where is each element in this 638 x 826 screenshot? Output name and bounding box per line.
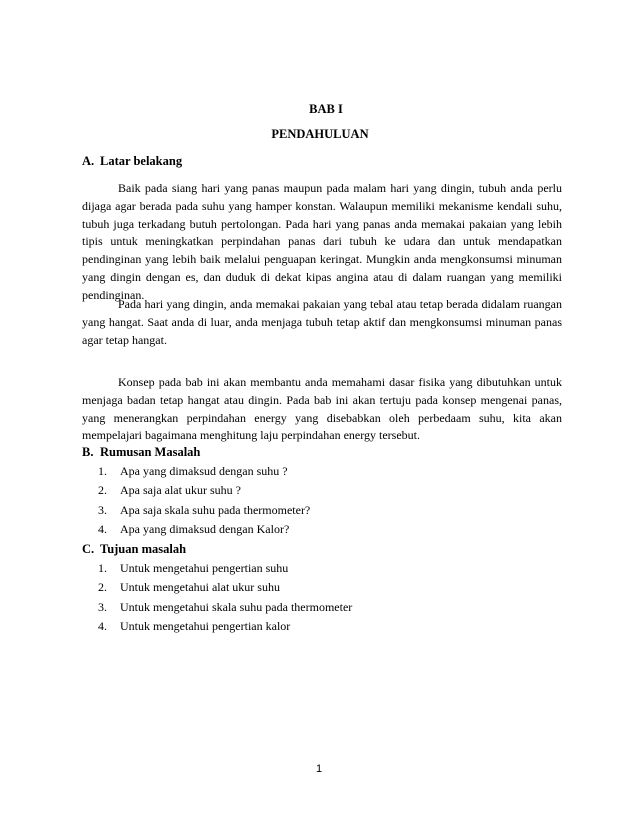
list-number: 4. — [98, 522, 107, 537]
list-item — [98, 598, 352, 617]
chapter-label: BAB I — [309, 102, 343, 116]
section-letter: C. — [82, 542, 95, 556]
list-item — [98, 501, 310, 520]
list-item — [98, 520, 310, 539]
list-number: 3. — [98, 502, 107, 517]
section-title: Tujuan masalah — [100, 542, 187, 556]
list-number: 2. — [98, 580, 107, 595]
paragraph-3: Konsep pada bab ini akan membantu anda memahami dasar fisika yang dibutuhkan untuk menjaga badan tetap hangat atau dingin. Pada bab ini akan tertuju pada konsep mengenai panas, yang menerangkan perpindahan energy yang disebabkan oleh perbedaam suhu, kita akan mempelajari bagaimana menghitung laju perpindahan energy tersebut. — [82, 375, 562, 443]
tujuan-masalah-list — [98, 559, 352, 637]
list-text: Untuk mengetahui pengertian kalor — [120, 619, 291, 634]
list-text: Untuk mengetahui skala suhu pada thermometer — [120, 599, 353, 614]
list-number: 1. — [98, 561, 107, 575]
rumusan-masalah-list — [98, 462, 310, 540]
section-heading-tujuan-masalah — [82, 542, 186, 557]
list-item — [98, 462, 310, 481]
list-number: 3. — [98, 599, 107, 614]
list-text: Apa yang dimaksud dengan Kalor? — [120, 522, 290, 537]
list-text: Apa yang dimaksud dengan suhu ? — [120, 464, 288, 478]
list-text: Untuk mengetahui alat ukur suhu — [120, 580, 280, 595]
list-item — [98, 559, 352, 578]
section-heading-rumusan-masalah — [82, 445, 200, 460]
page-number: 1 — [315, 763, 323, 775]
list-number: 4. — [98, 619, 107, 634]
section-title: Rumusan Masalah — [100, 445, 201, 459]
list-number: 1. — [98, 464, 107, 478]
list-text: Apa saja alat ukur suhu ? — [120, 483, 241, 498]
section-title: Latar belakang — [100, 154, 183, 168]
list-text: Apa saja skala suhu pada thermometer? — [120, 502, 311, 517]
list-item — [98, 617, 352, 636]
section-heading-latar-belakang — [82, 154, 182, 169]
list-text: Untuk mengetahui pengertian suhu — [120, 561, 289, 575]
list-number: 2. — [98, 483, 107, 498]
list-item — [98, 578, 352, 597]
chapter-title: PENDAHULUAN — [271, 127, 369, 141]
list-item — [98, 481, 310, 500]
section-letter: B. — [82, 445, 94, 459]
paragraph-2: Pada hari yang dingin, anda memakai pakaian yang tebal atau tetap berada didalam ruangan yang hangat. Saat anda di luar, anda menjaga tubuh tetap aktif dan mengkonsumsi minuman panas agar tetap hangat. — [82, 297, 562, 347]
paragraph-1: Baik pada siang hari yang panas maupun pada malam hari yang dingin, tubuh anda perlu dijaga agar berada pada suhu yang hamper konstan. Walaupun memiliki mekanisme kendali suhu, tubuh juga terkadang butuh pertolongan. Pada hari yang panas anda memakai pakaian yang lebih tipis untuk meningkatkan perpindahan panas dari tubuh ke udara dan untuk mendapatkan pendinginan yang lebih baik melalui penguapan keringat. Mungkin anda mengkonsumsi minuman yang dingin dengan es, dan duduk di dekat kipas angina atau di dalam ruangan yang memiliki pendinginan. — [82, 181, 562, 302]
section-letter: A. — [82, 154, 95, 168]
